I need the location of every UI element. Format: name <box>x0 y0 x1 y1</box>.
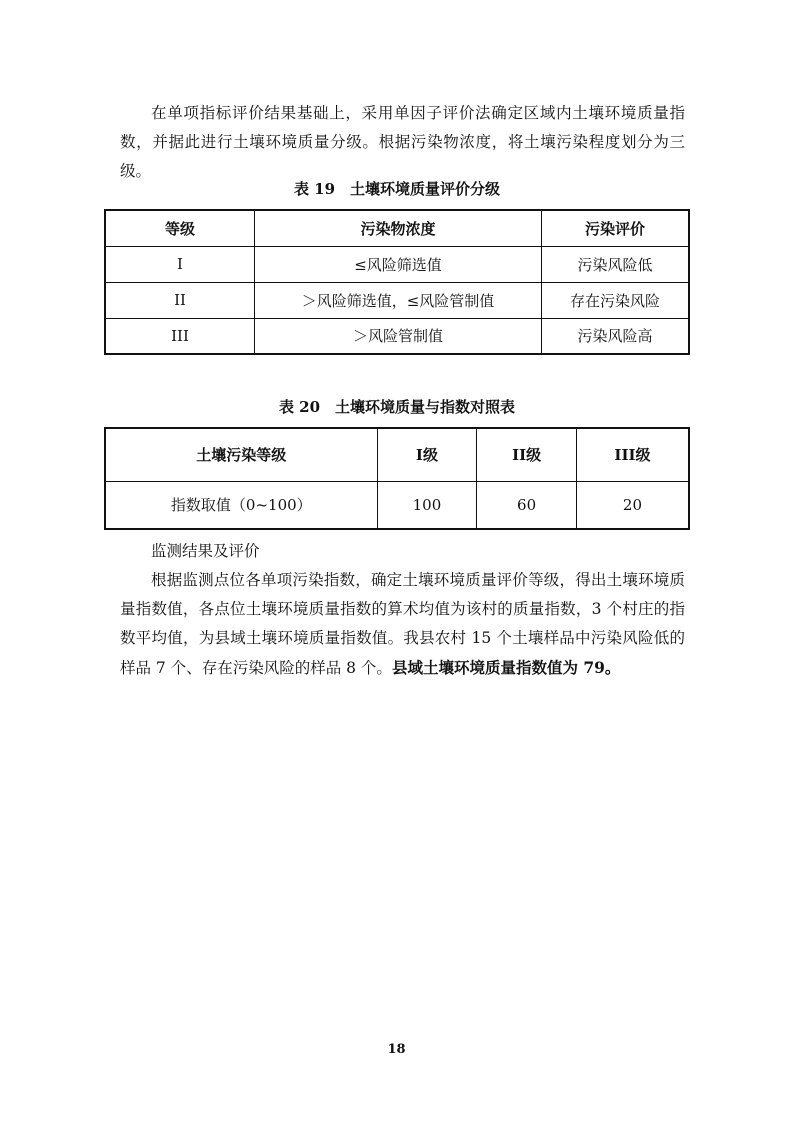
table-cell: I <box>105 246 254 282</box>
header-cell-grade: 等级 <box>105 210 254 246</box>
table-cell: 存在污染风险 <box>541 282 689 318</box>
table-20-caption: 表 20 土壤环境质量与指数对照表 <box>278 398 516 416</box>
header-cell-grade-3: III级 <box>576 428 689 481</box>
table-row <box>105 246 689 282</box>
table-cell: 污染风险低 <box>541 246 689 282</box>
table-19 <box>104 209 690 355</box>
header-cell-concentration: 污染物浓度 <box>254 210 541 246</box>
table-cell: III <box>105 318 254 354</box>
results-conclusion: 县域土壤环境质量指数值为 79。 <box>391 658 621 677</box>
table-header-row <box>105 428 689 481</box>
table-cell: ＞风险筛选值，≤风险管制值 <box>254 282 541 318</box>
results-paragraph <box>120 566 685 683</box>
table-row <box>105 481 689 529</box>
table-cell: 20 <box>576 481 689 529</box>
table-cell: 100 <box>377 481 477 529</box>
table-header-row <box>105 210 689 246</box>
table-19-caption: 表 19 土壤环境质量评价分级 <box>293 180 501 198</box>
header-cell-grade-1: I级 <box>377 428 477 481</box>
table-cell: 60 <box>477 481 577 529</box>
table-cell: 污染风险高 <box>541 318 689 354</box>
table-cell: 指数取值（0~100） <box>105 481 377 529</box>
table-20 <box>104 427 690 530</box>
table-row <box>105 282 689 318</box>
section-heading: 监测结果及评价 <box>151 542 260 560</box>
header-cell-assessment: 污染评价 <box>541 210 689 246</box>
table-cell: ＞风险管制值 <box>254 318 541 354</box>
table-cell: II <box>105 282 254 318</box>
intro-paragraph: 在单项指标评价结果基础上，采用单因子评价法确定区域内土壤环境质量指数，并据此进行土壤环境质量分级。根据污染物浓度，将土壤污染程度划分为三级。 <box>120 104 685 180</box>
results-text: 根据监测点位各单项污染指数，确定土壤环境质量评价等级，得出土壤环境质量指数值，各点位土壤环境质量指数的算术均值为该村的质量指数，3 个村庄的指数平均值，为县域土壤环境质量指数值。我县农村 15 个土壤样品中污染风险低的样品 7 个、存在污染风险的样品 8 个。 <box>120 571 685 677</box>
table-cell: ≤风险筛选值 <box>254 246 541 282</box>
page-number: 18 <box>387 1042 406 1057</box>
header-cell-pollution-grade: 土壤污染等级 <box>105 428 377 481</box>
header-cell-grade-2: II级 <box>477 428 577 481</box>
table-row <box>105 318 689 354</box>
